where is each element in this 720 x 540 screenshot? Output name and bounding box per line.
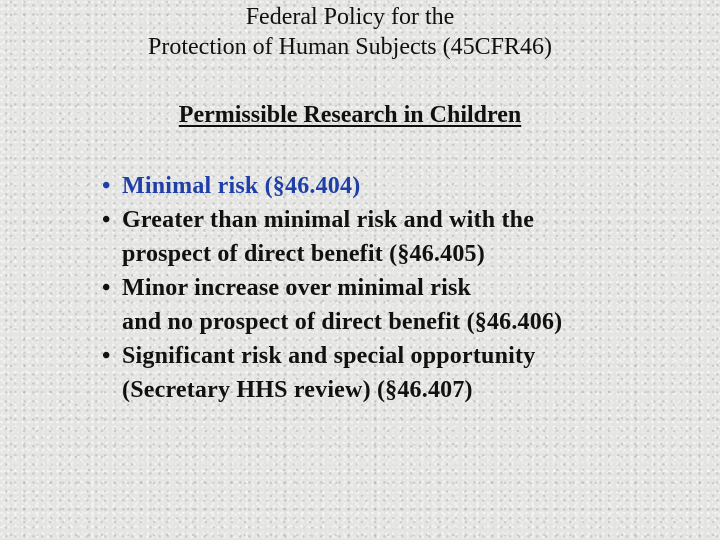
bullet-text: Minimal risk (§46.404)	[122, 173, 361, 199]
slide-subtitle: Permissible Research in Children	[178, 102, 522, 128]
bullet-text: (Secretary HHS review) (§46.407)	[122, 377, 473, 403]
bullet-dot: •	[102, 173, 111, 199]
bullet-list	[102, 169, 662, 407]
bullet-text: Significant risk and special opportunity	[122, 343, 536, 369]
bullet-item-significant-risk	[102, 339, 662, 407]
bullet-text: and no prospect of direct benefit (§46.406)	[122, 309, 563, 335]
bullet-text: Minor increase over minimal risk	[122, 275, 472, 301]
bullet-text: Greater than minimal risk and with the	[122, 207, 535, 233]
bullet-item-minimal-risk	[102, 169, 662, 203]
slide-title-line-2: Protection of Human Subjects (45CFR46)	[148, 34, 552, 60]
bullet-dot: •	[102, 343, 111, 369]
bullet-item-minor-increase	[102, 271, 662, 339]
slide-title-line-1: Federal Policy for the	[245, 4, 455, 30]
bullet-dot: •	[102, 207, 111, 233]
slide-title	[0, 2, 700, 62]
bullet-item-greater-than-minimal	[102, 203, 662, 271]
bullet-text: prospect of direct benefit (§46.405)	[122, 241, 485, 267]
bullet-dot: •	[102, 275, 111, 301]
